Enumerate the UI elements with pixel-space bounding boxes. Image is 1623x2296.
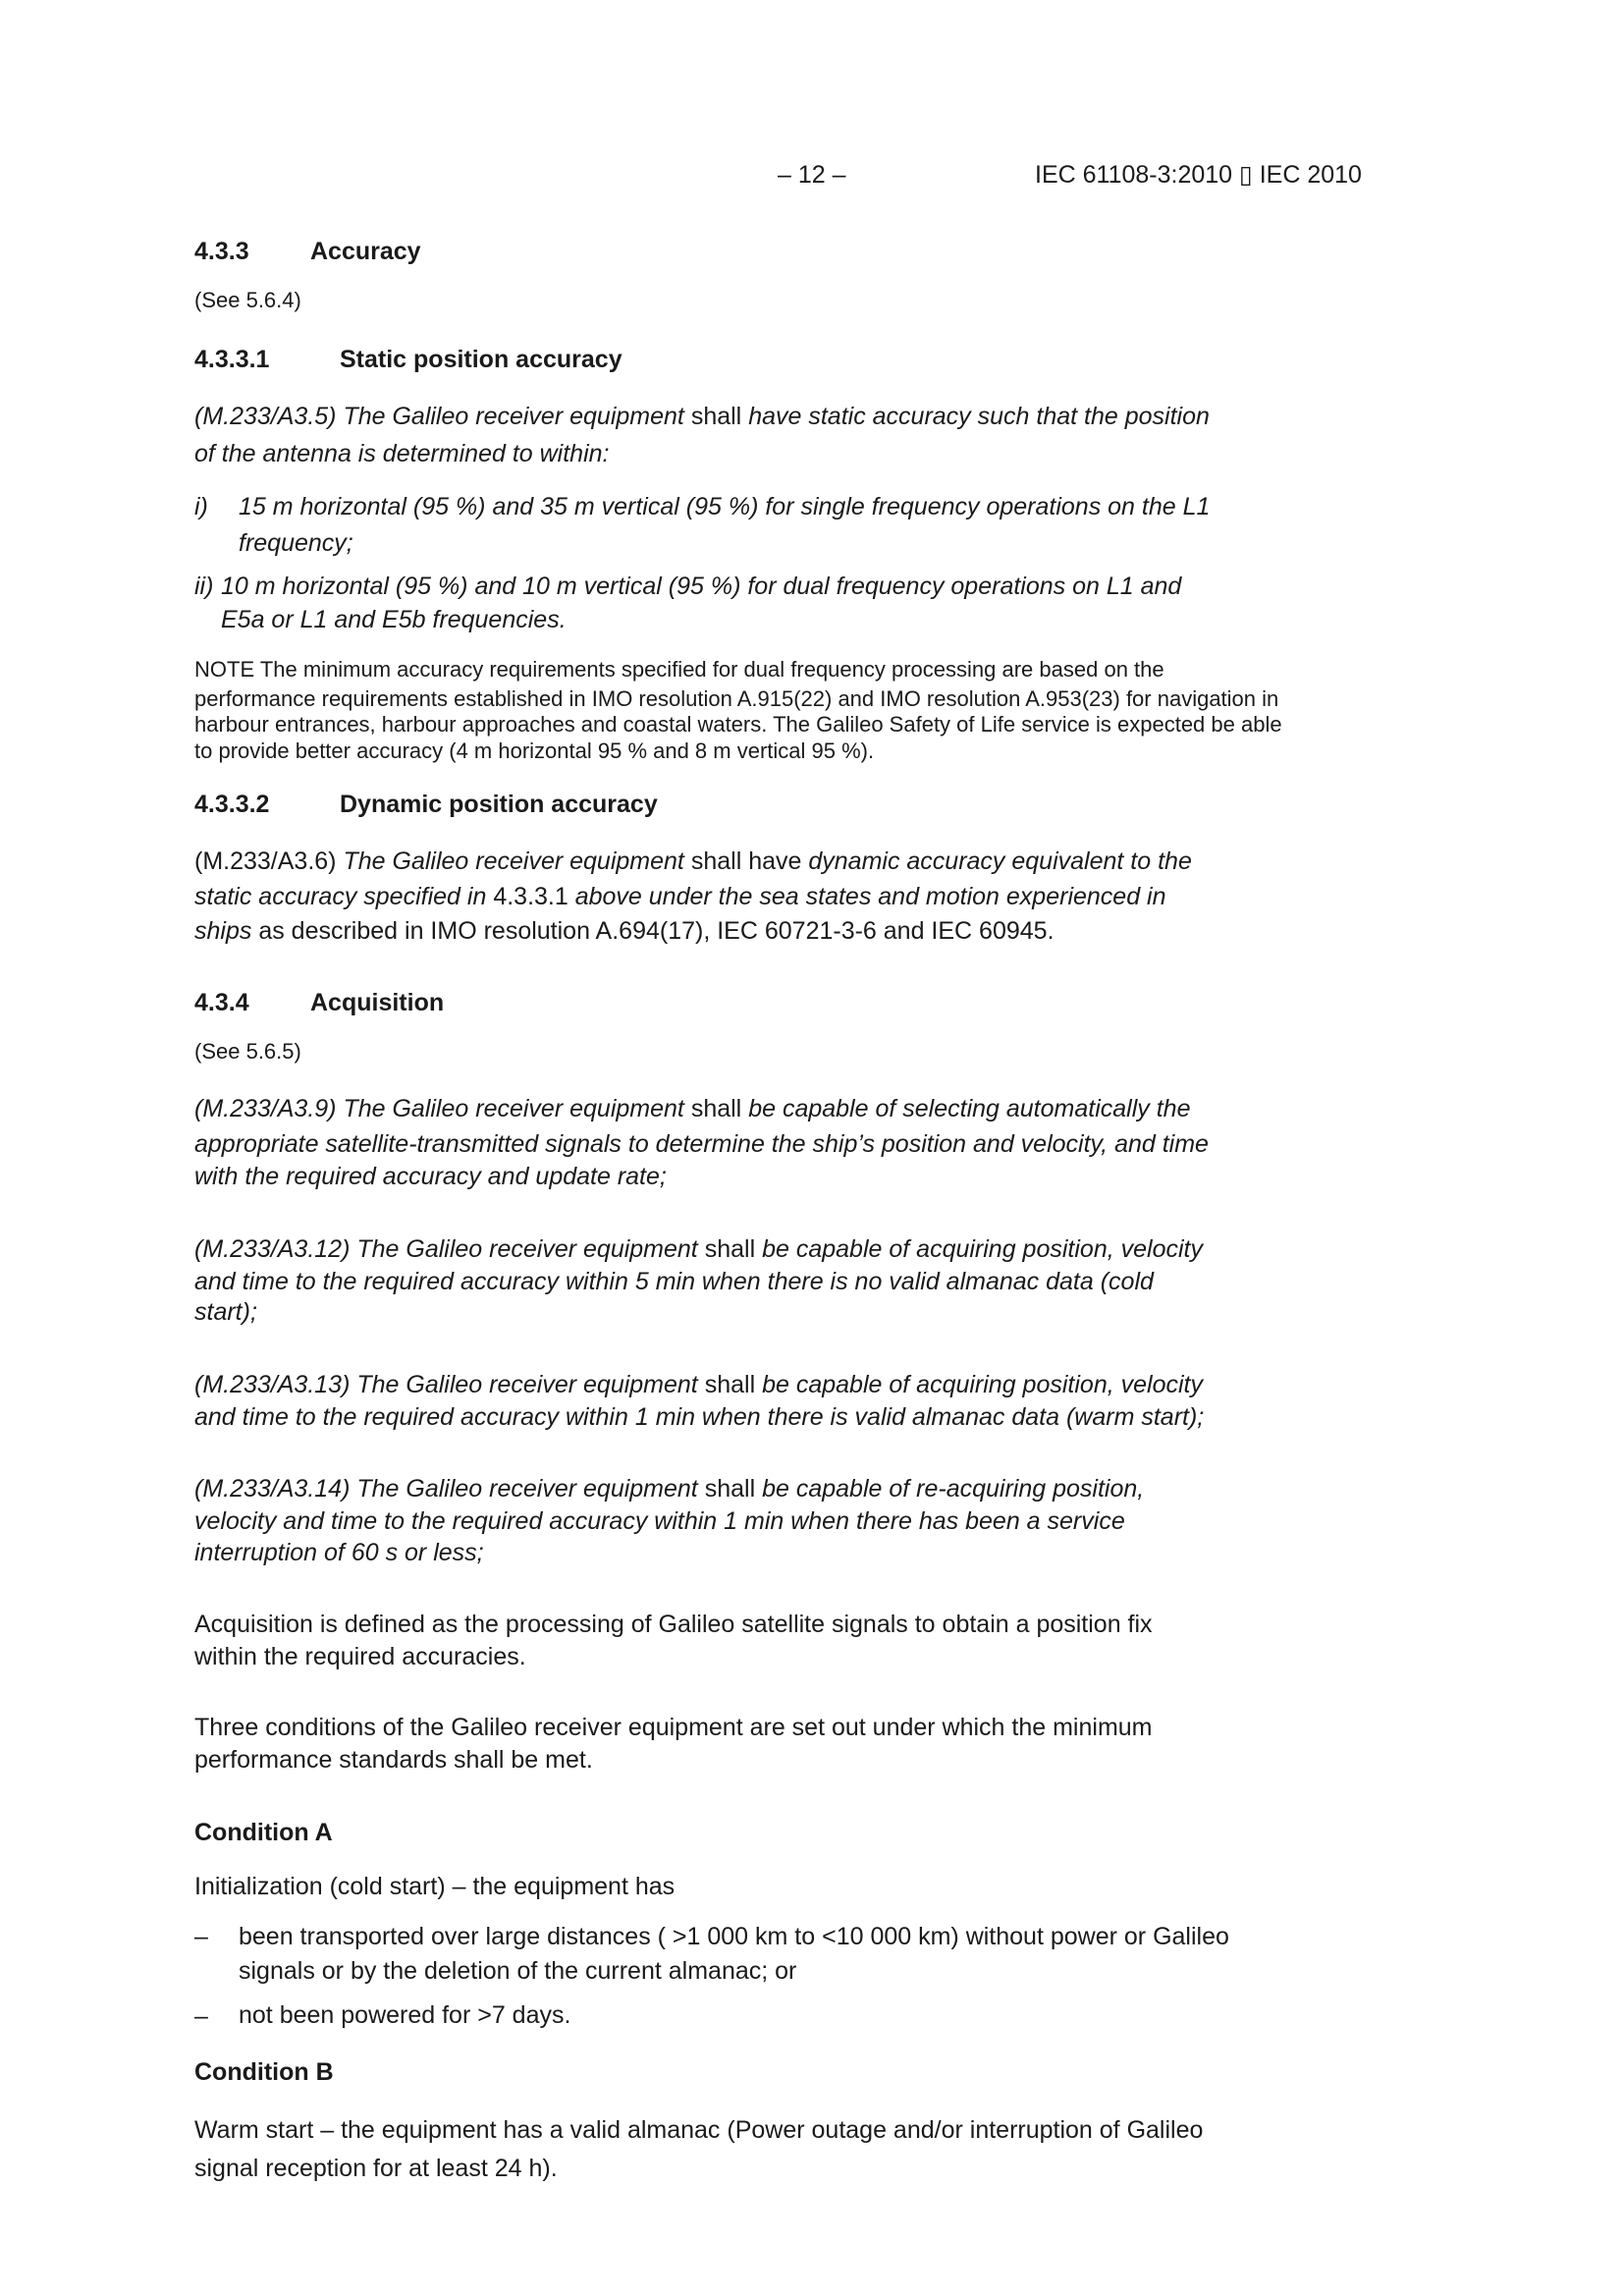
- subsection-title: Dynamic position accuracy: [340, 791, 658, 818]
- requirement-line: of the antenna is determined to within:: [194, 440, 610, 467]
- paragraph-line: Warm start – the equipment has a valid almanac (Power outage and/or interruption of Galileo: [194, 2116, 1204, 2144]
- requirement-text: have static accuracy such that the position: [748, 403, 1210, 430]
- requirement-line: [194, 1370, 1203, 1399]
- document-reference: IEC 61108-3:2010 ▯ IEC 2010: [1035, 161, 1362, 189]
- subsection-number: 4.3.3.1: [194, 346, 270, 373]
- requirement-text: The Galileo receiver equipment: [343, 847, 684, 875]
- requirement-text: be capable of acquiring position, velocity: [762, 1235, 1203, 1263]
- note-line: performance requirements established in IMO resolution A.915(22) and IMO resolution A.953(23) for navigation in: [194, 686, 1279, 711]
- requirement-line: [194, 1094, 1190, 1123]
- requirement-line: [194, 1234, 1203, 1264]
- requirement-line: with the required accuracy and update rate;: [194, 1163, 667, 1190]
- requirement-keyword: shall: [690, 403, 742, 430]
- requirement-line: and time to the required accuracy within 5 min when there is no valid almanac data (cold: [194, 1268, 1154, 1295]
- requirement-text: be capable of acquiring position, velocity: [762, 1371, 1203, 1398]
- requirement-keyword: shall have: [690, 847, 802, 875]
- requirement-line: and time to the required accuracy within 1 min when there is valid almanac data (warm start);: [194, 1403, 1205, 1431]
- section-number: 4.3.4: [194, 989, 249, 1016]
- cross-reference: (See 5.6.4): [194, 288, 301, 312]
- list-item-line: signals or by the deletion of the current almanac; or: [239, 1957, 797, 1985]
- requirement-text: ships: [194, 917, 252, 945]
- requirement-text: (M.233/A3.13) The Galileo receiver equipment: [194, 1371, 698, 1398]
- requirement-text: (M.233/A3.9) The Galileo receiver equipment: [194, 1095, 684, 1122]
- requirement-text: (M.233/A3.5) The Galileo receiver equipment: [194, 403, 684, 430]
- paragraph-line: Initialization (cold start) – the equipment has: [194, 1873, 676, 1900]
- requirement-text: static accuracy specified in: [194, 883, 487, 910]
- requirement-keyword: shall: [704, 1475, 756, 1503]
- condition-heading: Condition B: [194, 2058, 334, 2086]
- requirement-line: [194, 916, 1055, 946]
- list-item-line: 15 m horizontal (95 %) and 35 m vertical (95 %) for single frequency operations on the L1: [239, 493, 1211, 520]
- requirement-line: appropriate satellite-transmitted signals to determine the ship’s position and velocity, and time: [194, 1130, 1209, 1158]
- requirement-line: [194, 847, 1192, 876]
- list-marker: –: [194, 1923, 208, 1950]
- page-number: – 12 –: [778, 161, 846, 189]
- requirement-text: be capable of re-acquiring position,: [762, 1475, 1145, 1503]
- note-line: harbour entrances, harbour approaches and coastal waters. The Galileo Safety of Life service is expected be able: [194, 712, 1282, 737]
- requirement-text: dynamic accuracy equivalent to the: [808, 847, 1192, 875]
- requirement-reference: (M.233/A3.6): [194, 847, 337, 875]
- paragraph-line: within the required accuracies.: [194, 1643, 526, 1670]
- section-number: 4.3.3: [194, 238, 249, 265]
- requirement-text: (M.233/A3.12) The Galileo receiver equipment: [194, 1235, 698, 1263]
- condition-heading: Condition A: [194, 1819, 333, 1846]
- requirement-line: [194, 1474, 1144, 1503]
- note-line: NOTE The minimum accuracy requirements specified for dual frequency processing are based on the: [194, 657, 1164, 682]
- requirement-line: start);: [194, 1298, 257, 1326]
- subsection-title: Static position accuracy: [340, 346, 622, 373]
- requirement-text: be capable of selecting automatically the: [748, 1095, 1191, 1122]
- note-line: to provide better accuracy (4 m horizontal 95 % and 8 m vertical 95 %).: [194, 738, 875, 763]
- requirement-line: [194, 402, 1210, 431]
- requirement-keyword: shall: [704, 1371, 756, 1398]
- paragraph-line: signal reception for at least 24 h).: [194, 2155, 558, 2182]
- requirement-text: (M.233/A3.14) The Galileo receiver equipment: [194, 1475, 698, 1503]
- section-title: Acquisition: [310, 989, 445, 1016]
- list-item-line: not been powered for >7 days.: [239, 2001, 571, 2029]
- requirement-keyword: shall: [704, 1235, 756, 1263]
- subsection-number: 4.3.3.2: [194, 791, 270, 818]
- clause-reference: 4.3.3.1: [493, 883, 568, 910]
- list-marker: i): [194, 493, 208, 520]
- list-item-line: frequency;: [239, 529, 353, 557]
- paragraph-line: Three conditions of the Galileo receiver equipment are set out under which the minimum: [194, 1714, 1153, 1741]
- list-item-line: 10 m horizontal (95 %) and 10 m vertical (95 %) for dual frequency operations on L1 and: [221, 573, 1182, 600]
- paragraph-line: Acquisition is defined as the processing of Galileo satellite signals to obtain a position fix: [194, 1611, 1153, 1638]
- requirement-text: as described in IMO resolution A.694(17), IEC 60721-3-6 and IEC 60945.: [258, 917, 1055, 945]
- requirement-line: interruption of 60 s or less;: [194, 1539, 484, 1566]
- list-marker: ii): [194, 573, 214, 600]
- list-item-line: been transported over large distances ( >1 000 km to <10 000 km) without power or Galileo: [239, 1923, 1229, 1950]
- section-title: Accuracy: [310, 238, 421, 265]
- requirement-line: [194, 882, 1166, 911]
- requirement-text: above under the sea states and motion experienced in: [574, 883, 1166, 910]
- list-marker: –: [194, 2002, 208, 2030]
- list-item-line: E5a or L1 and E5b frequencies.: [221, 606, 567, 633]
- requirement-keyword: shall: [690, 1095, 742, 1122]
- requirement-line: velocity and time to the required accuracy within 1 min when there has been a service: [194, 1507, 1125, 1535]
- cross-reference: (See 5.6.5): [194, 1039, 301, 1064]
- paragraph-line: performance standards shall be met.: [194, 1746, 593, 1774]
